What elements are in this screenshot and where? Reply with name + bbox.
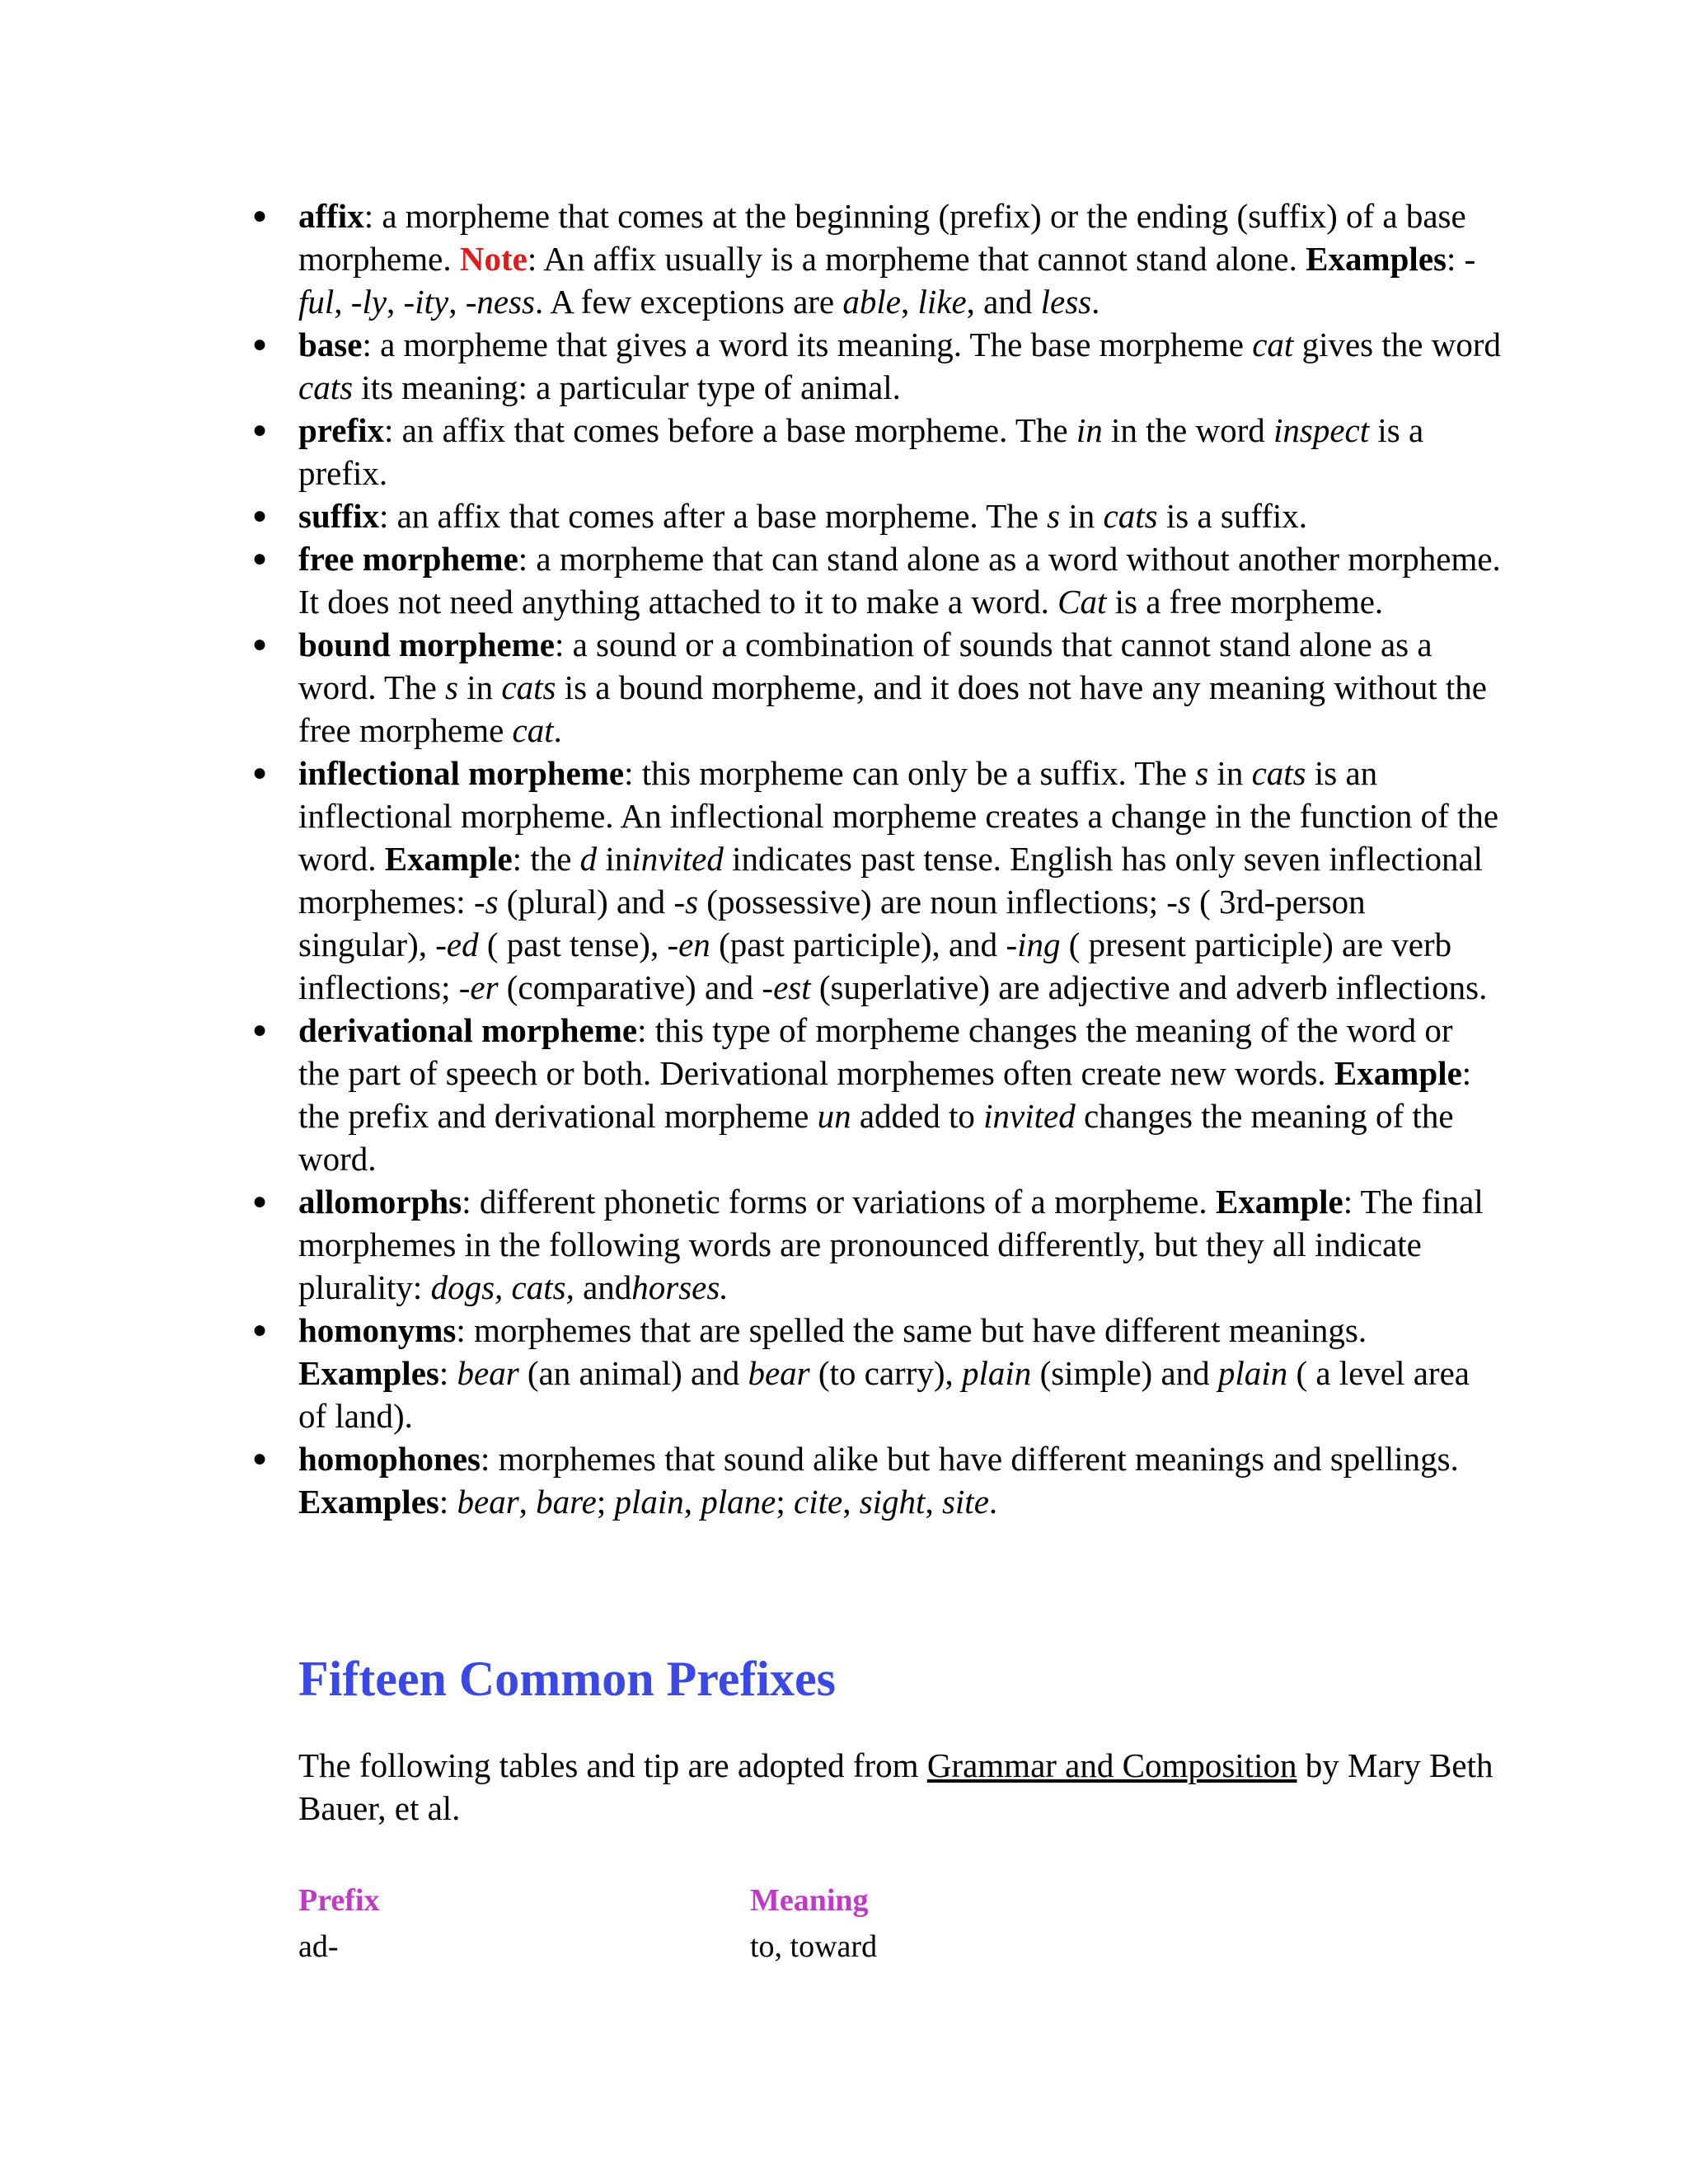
list-item-homophones: ● homophones: morphemes that sound alike but have different meanings and spellings. Examples: bear, bare; plain, plane; cite, sight, site. [298,1437,1502,1523]
example-label: Example [384,840,513,878]
example-label: Example [1334,1054,1462,1092]
list-item-homonyms: ● homonyms: morphemes that are spelled the same but have different meanings. Examples: bear (an animal) and bear (to carry), plain (simple) and plain ( a level area of land). [298,1309,1502,1437]
bullet-icon: ● [251,759,268,786]
term: suffix [298,497,379,535]
bullet-icon: ● [251,1188,268,1215]
intro-paragraph: The following tables and tip are adopted from Grammar and Composition by Mary Beth Bauer, et al. [298,1746,1493,1827]
bullet-icon: ● [251,1445,268,1472]
table-header-row [298,1877,1287,1924]
table-row [298,1924,1287,1970]
list-item-derivational-morpheme: ● derivational morpheme: this type of morpheme changes the meaning of the word or the part of speech or both. Derivational morphemes often create new words. Example: the prefix and derivational morpheme un added to invited changes the meaning of the word. [298,1009,1502,1180]
list-item-inflectional-morpheme: ● inflectional morpheme: this morpheme can only be a suffix. The s in cats is an inflectional morpheme. An inflectional morpheme creates a change in the function of the word. Example: the d ininvited indicates past tense. English has only seven inflectional morphemes: -s (plural) and -s (possessive) are noun inflections; -s ( 3rd-person singular), -ed ( past tense), -en (past participle), and -ing ( present participle) are verb inflections; -er (comparative) and -est (superlative) are adjective and adverb inflections. [298,752,1502,1009]
term: free morpheme [298,540,518,578]
prefix-cell: ad- [298,1929,339,1964]
meaning-cell: to, toward [750,1929,878,1964]
list-item-bound-morpheme: ● bound morpheme: a sound or a combination of sounds that cannot stand alone as a word. The s in cats is a bound morpheme, and it does not have any meaning without the free morpheme cat. [298,623,1502,752]
list-item-free-morpheme: ● free morpheme: a morpheme that can stand alone as a word without another morpheme. It does not need anything attached to it to make a word. Cat is a free morpheme. [298,537,1502,623]
term: homonyms [298,1311,457,1349]
book-title-link[interactable]: Grammar and Composition [926,1746,1297,1784]
list-item-prefix: ● prefix: an affix that comes before a base morpheme. The in in the word inspect is a prefix. [298,409,1502,494]
bullet-icon: ● [251,202,268,229]
bullet-icon: ● [251,545,268,572]
note-label: Note [459,240,528,278]
term: allomorphs [298,1183,462,1221]
column-header-meaning: Meaning [750,1883,869,1918]
bullet-icon: ● [251,416,268,443]
section-heading: Fifteen Common Prefixes [298,1652,837,1706]
term: inflectional morpheme [298,754,625,792]
term: homophones [298,1440,481,1478]
term: derivational morpheme [298,1011,638,1049]
column-header-prefix: Prefix [298,1883,380,1918]
list-item-suffix: ● suffix: an affix that comes after a base morpheme. The s in cats is a suffix. [298,494,1502,537]
examples-label: Examples [298,1354,439,1392]
bullet-icon: ● [251,630,268,658]
list-item-base: ● base: a morpheme that gives a word its meaning. The base morpheme cat gives the word cats its meaning: a particular type of animal. [298,323,1502,409]
term: prefix [298,411,385,449]
bullet-icon: ● [251,1316,268,1343]
examples-label: Examples [298,1483,439,1521]
prefix-table [298,1877,1287,1970]
term: affix [298,197,364,235]
bullet-icon: ● [251,502,268,529]
bullet-icon: ● [251,1016,268,1043]
list-item-affix: ● affix: a morpheme that comes at the beginning (prefix) or the ending (suffix) of a base morpheme. Note: An affix usually is a morpheme that cannot stand alone. Examples: -ful, -ly, -ity, -ness. A few exceptions are able, like, and less. [298,194,1502,323]
example-label: Example [1215,1183,1343,1221]
term: base [298,326,363,363]
definition-list [251,194,1502,1523]
term: bound morpheme [298,626,555,663]
bullet-icon: ● [251,330,268,358]
examples-label: Examples [1306,240,1447,278]
list-item-allomorphs: ● allomorphs: different phonetic forms or variations of a morpheme. Example: The final morphemes in the following words are pronounced differently, but they all indicate plurality: dogs, cats, andhorses. [298,1180,1502,1309]
